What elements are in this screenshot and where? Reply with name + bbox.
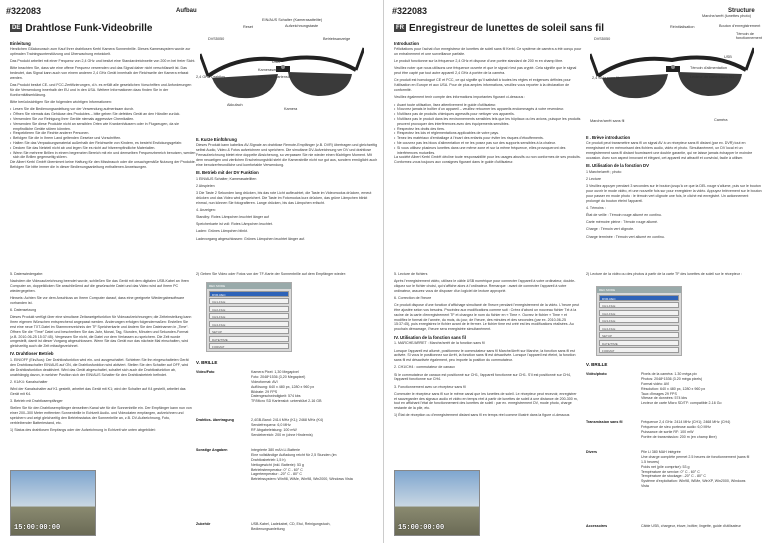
- paragraph: 5. Datenwiedergabe:: [10, 272, 44, 276]
- label-record: Aufzeichnungstaste: [285, 24, 319, 28]
- menu-item: DVR-REC: [599, 295, 679, 301]
- paragraph: 1 Marche/arrêt ; photo: [586, 169, 622, 174]
- paragraph: 6. Correction de l'heure: [394, 296, 432, 301]
- column-short-intro: [196, 134, 378, 244]
- menu-item: SETUP: [209, 328, 289, 334]
- paragraph: Nachdem die Videoaufzeichnung beendet wurde, schließen Sie das Gerät mit dem digitalen USB-Kabel an Ihren Computer an, doppelklicken Sie anschließend auf die gewünschte Datei und das Video wird auf Ihrem PC wiedergegeben.: [10, 279, 189, 293]
- section-heading: III. Utilisation de la fonction DV: [586, 163, 650, 168]
- paragraph: Bitte berücksichtigen Sie die folgenden wichtigen Informationen:: [10, 100, 112, 105]
- paragraph: Speicherkarte ist voll: Rotes Lämpchen leuchtet.: [196, 222, 273, 227]
- spec-key: Transmission sans fil: [586, 420, 623, 424]
- label-record: Bouton d'enregistrement: [719, 24, 761, 28]
- spec-key: Divers: [586, 450, 597, 454]
- menu-item: CH1-FILE: [209, 298, 289, 304]
- glasses-diagram: [590, 14, 754, 126]
- spec-value: 2,4GB-Band: 2414 MHz (K1); 2468 MHz (K4) Sendefrequenz: 6,0 MHz RF Abgabeleistung: 100 mW Sendebereich: 200 m (ohne Hindernis): [251, 418, 324, 437]
- spec-key: Sonstige Angaben: [196, 448, 228, 452]
- page-title: [10, 23, 152, 34]
- menu-item: CH4-FILE: [209, 321, 289, 327]
- menu-item: CH3-FILE: [599, 317, 679, 323]
- bullet-item: • Tenez les matériaux d'emballage à l'écart des enfants pour éviter les risques d'étouffements.: [394, 136, 582, 141]
- column-playback-note: [196, 272, 378, 279]
- paragraph: 1) Status des drahtlosen Empfangs oder der Aufzeichnung in Echtzeit wie unten abgebildet:: [10, 427, 156, 432]
- paragraph: La société Albert Kerbl GmbH décline toute responsabilité pour les usages abusifs ou non conformes de ses produits. Conformez-vous toujours aux consignes figurant dans le guide d'utilisateur.: [394, 155, 581, 165]
- spec-value: Kamera Pixel: 1,30 Megapixel Foto: 2048*1536 (3,20 Megapixel) Videoformat: AVI Auflösung: 640 x 480 px, 1280 x 960 px Bildrate: 29 FPS Datengeschwindigkeit: 574 kbs TF/Micro SD Kartenslot: unterstützt 2-16 GB: [251, 370, 322, 404]
- title-text: Enregistreur de lunettes de soleil sans fil: [409, 23, 605, 34]
- paragraph: 3. Fonctionnement avec un récepteur sans fil: [394, 384, 466, 389]
- menu-item: CH4-FILE: [599, 325, 679, 331]
- paragraph: Veuillez noter que nous utilisons une fréquence ouverte et que le signal n'est pas crypté. Cela signifie que le signal peut être capté par tout autre appareil 2,4 GHz à portée de la caméra.: [394, 66, 577, 76]
- menu-item: DATE/TIME: [209, 336, 289, 342]
- column-short-intro: [586, 132, 762, 242]
- paragraph: Ladevorgang abgeschlossen: Grünes Lämpchen leuchtet länger auf.: [196, 236, 306, 241]
- label-camera: Kamera: [284, 107, 298, 111]
- page-number: #322083: [392, 6, 428, 16]
- menu-item: CH3-FILE: [209, 313, 289, 319]
- bullet-item: • Verwenden Sie diese Produkte nicht an sensiblen Orten wie Krankenhäusern oder in Flugzeugen, da sie empfindliche Geräte stören könnten.: [10, 122, 196, 132]
- label-antenna: 2,4 GHz sans fil: [592, 76, 619, 80]
- paragraph: Hinweis: Achten Sie vor dem Anschluss an Ihrem Computer darauf, dass eine geeignete Wiedergabesoftware vorhanden ist.: [10, 296, 185, 305]
- paragraph: 2) Lecture de la vidéo ou des photos à partir de la carte TF des lunettes de soleil sur le récepteur :: [586, 272, 742, 276]
- realtime-image: [10, 470, 96, 536]
- bullet-item: • Avant toute utilisation, lisez attentivement le guide d'utilisateur.: [394, 103, 582, 108]
- section-heading: II. Kurze Einführung: [196, 136, 237, 142]
- paragraph: Bitte beachten Sie, dass wie eine offene Frequenz verwenden und das Signal daher nicht verschlüsselt ist. Das bedeutet, das Signal kann auch von einem anderen 2,4 GHz Gerät innerhalb der Reichweite der Kamera erfasst werden.: [10, 66, 189, 81]
- section-heading: IV. Utilisation de la fonction sans fil: [394, 334, 466, 340]
- label-on-off: EIN/AUS Schalter (Kamerasattelite): [262, 18, 323, 22]
- paragraph: 1. MARCHE/ARRET : Marche/arrêt de la fonction sans fil: [394, 341, 485, 346]
- label-reset: Réinitialisation: [670, 25, 695, 29]
- page-french: [384, 0, 768, 543]
- spec-key: Zubehör: [196, 522, 211, 526]
- paragraph: Ce produit peut transmettre sans fil un signal AV à un récepteur sans fil distant (par ex. DVR) tout en enregistrant et en mémorisant des fichiers audio, vidéo et photo. Simultanément, un DV local et un enregistrement sans fil distant fournissent une double garantie, qui ne laisse jamais échapper le moindre occasion. Avec son aspect innovant et élégant, cet appareil est attractif et convivial, facile à utiliser.: [586, 141, 753, 160]
- label-speaker: Kamerasender: [258, 68, 283, 72]
- spec-key: Video/Foto: [196, 370, 215, 374]
- paragraph: Félicitations pour l'achat d'un enregistreur de lunettes de soleil sans fil Kerbl. Ce système de caméra a été conçu pour un entraînement et une surveillance parfaite.: [394, 47, 582, 57]
- label-battery: Marche/arrêt sans fil: [590, 119, 625, 123]
- label-status: Témoin de fonctionnement: [736, 32, 762, 40]
- menu-item: CH1-FILE: [599, 302, 679, 308]
- label-status: Betriebsanzeige: [323, 37, 351, 41]
- paragraph: Dieses Produkt verfügt über eine simultane Zeitanzeigefunktion für Videoaufzeichnungen; die Zeiteinstellung kann Ihren eigenen Wünschen entsprechend angepasst werden. Änderungen erfolgen folgendermaßen: Erstellen Sie erst eine neue TXT-Datei im Stammverzeichnis der TF Speicherkarte und ändern Sie den Dateinamen in „Time“. Öffnen Sie die “Time” Datei und beschreiben Sie das Jahr, Monat, Tag, Stunden, Minuten und Sekunden-Format (z.B. 2010-06-25 15:37:45). Vergessen Sie nicht, die Datei vor dem Verlassen zu speichern. Die Zeit wurde umgestellt, damit ist dieser Vorgang abgeschlossen. Wenn Sie das Gerät nun das nächste Mal einschalten, wird gleichzeitig auch die Zeit mitaufgezeichnet.: [10, 315, 192, 349]
- paragraph: Standby: Rotes Lämpchen leuchtet länger auf: [196, 215, 269, 219]
- paragraph: Ce produit dispose d'une fonction d'affichage simultané de l'heure pendant l'enregistrement de la vidéo. L'heure peut être ajustée selon vos besoins. Procédez aux modifications comme suit : Créez d'abord un nouveau fichier Txt à la racine de la carte d'enregistrement TF et changez le nom du fichier en « Time ». Ouvrez le fichier « Time » et modifiez le format de l'année, du mois, du jour, de l'heure, des minutes et des secondes (par ex. 2010-06-25 15:37:45), puis enregistrez le fichier avant de le fermer. Le fichier time est créé est les modifications réalisées. Au prochain démarrage, l'heure sera enregistrée simultanément.: [394, 303, 580, 332]
- label-on-off: Marche/arrêt (lunettes photo): [702, 14, 751, 18]
- paragraph: 2. K1/K4: Kanalschalter: [10, 379, 48, 384]
- bullet-item: • Halten Sie das Verpackungsmaterial außerhalb der Reichweite von Kindern, es besteht Erstickungsgefahr.: [10, 141, 196, 146]
- menu-list: [207, 291, 291, 350]
- glasses-illustration: [590, 14, 754, 126]
- bullet-item: • Öffnen Sie niemals das Gehäuse des Produktes – bitte geben Sie defektes Gerät an den Händler zurück.: [10, 112, 196, 117]
- label-speaker: Témoin d'alimentation: [690, 66, 728, 70]
- paragraph: 2. CH1/CH4 : commutateur de canaux: [394, 365, 455, 370]
- bullet-item: • Respectez les lois et réglementations applicables de votre pays.: [394, 131, 582, 136]
- paragraph: Commuter le récepteur sans fil sur le même canal que les lunettes de soleil. Le récepteur peut recevoir, enregistrer et sauvegarder des signaux audio et vidéo en temps réel à partir de lunettes de soleil à une distance de 200-300 m, tout en affichant l'état de fonctionnement des lunettes de soleil : par ex. enregistrement DV, mode photo, charge restante de la pile, etc.: [394, 391, 578, 411]
- paragraph: 1 EIN/AUS Schalter; Kamerasatelliten: [196, 176, 257, 181]
- bullet-list: [394, 103, 582, 156]
- paragraph: Laden: Grünes Lämpchen blinkt.: [196, 229, 248, 234]
- spec-key: Accessoires: [586, 524, 608, 528]
- page-title: [394, 23, 604, 34]
- title-text: Drahtlose Funk-Videobrille: [25, 23, 153, 34]
- paragraph: Après l'enregistrement vidéo, utilisez le câble USB numérique pour connecter l'appareil à votre ordinateur, double-cliquez sur le fichier choisi, qui s'affiche alors à l'ordinateur. Remarque : avant de connecter l'appareil à votre ordinateur, assurez vous de disposer d'un logiciel de lecture approprié.: [394, 279, 576, 293]
- label-model: DVS5050: [594, 37, 611, 41]
- bullet-item: • Respectez les droits des tiers.: [394, 127, 582, 132]
- label-slot: Micro SD Kartenslot: [258, 75, 292, 79]
- section-label: Aufbau: [176, 8, 197, 14]
- paragraph: 3 Die Taste 2 Sekunden lang drücken, bis das rote Licht aufleuchtet, die Taste im Videomodus drücken, erneut drücken und das Video wird gespeichert. Die Taste im Fotomodus kurz drücken, das grüne Lämpchen blinkt einmal, nun können Sie fotografieren. Lange drücken, bis das Lämpchen erlischt.: [196, 190, 372, 205]
- menu-item: CH2-FILE: [209, 306, 289, 312]
- column-playback-note: [586, 272, 762, 279]
- bullet-list: [10, 107, 196, 160]
- paragraph: 5. Lecture de fichiers: [394, 272, 428, 276]
- label-usb: USB: [272, 60, 280, 64]
- bullet-item: • N'utilisez pas de produits chimiques agressifs pour nettoyer vos appareils.: [394, 112, 582, 117]
- spec-key: Vidéo/photo: [586, 372, 607, 376]
- bullet-item: • Wenn Sie mehrere Brillen in einem begrenzten Bereich mit ein und demselben Frequenzbereich benutzen, werden sich die Brillen gegenseitig stören.: [10, 151, 196, 161]
- bullet-item: • Lesen Sie die Bedienungsanleitung vor der Verwendung aufmerksam durch.: [10, 107, 196, 112]
- paragraph: Lorsque l'appareil est allumé, positionnez le commutateur sans fil Marche/Arrêt sur Marche, la fonction sans fil est activée. Si vous le positionnez sur Arrêt, la fonction sans fil est désactivée. Lorsque l'appareil est éteint, la fonction sans fil est désactivée également, peu importe la position du commutateur.: [394, 348, 576, 363]
- paragraph: Herzlichen Glückwunsch zum Kauf Ihrer drahtlosen Kerbl Kamera Sonnenbrille. Dieses Kamerasystem wurde zur optimalen Trainingsunterstützung und Überwachung entwickelt.: [10, 47, 191, 57]
- menu-title: REC MODE: [597, 287, 681, 293]
- receiver-menu-screen: [206, 282, 292, 352]
- bullet-item: • Befolgen Sie die in Ihrem Land geltenden Gesetze und Vorschriften.: [10, 136, 196, 141]
- menu-list: [597, 295, 681, 354]
- bullet-item: • Verwenden Sie zur Reinigung Ihrer Geräte niemals aggressive Chemikalien.: [10, 117, 196, 122]
- spec-value: Câble USB, chargeur, étuve, boîtier, lingette, guide d'utilisateur: [641, 524, 741, 528]
- spec-value: Pile Li 380 MAH intégrée Une charge complète permet 2.5 heures de fonctionnement (sans fil 1.5 heures) Poids net (pile comprise): 53 g Température de service: 0° C - 60° C Température de stockage: -20° C - 80° C Système d'exploitation: Win98, WiMe, WinXP, Win2000, Windows Vista: [641, 450, 750, 489]
- timestamp: 15:00:00:00: [398, 524, 445, 532]
- label-model: DVS5050: [208, 37, 225, 41]
- menu-item: FORMAT: [209, 343, 289, 349]
- bullet-item: • Si vous utilisez plusieurs lunettes dans une même zone et sur la même fréquence, elles provoqueront des interférences mutuelles.: [394, 146, 582, 156]
- paragraph: Charge : Témoin vert clignote.: [586, 227, 635, 232]
- spec-table: [196, 360, 380, 542]
- section-heading: II . Brève introduction: [586, 134, 631, 140]
- language-badge: FR: [396, 25, 404, 32]
- paragraph: 1. EIN/OFF (Ein/Aus): Der Drahtlosfunktion wird ein- und ausgeschaltet. Schieben Sie ihn eingeschalteten Gerät den Drahtlosschalter EIN/AUS auf ON, die Drahtlosfunktion wird aktiviert. Stellen Sie den Schalter auf OFF, wird die Drahtlosfunktion deaktiviert. Wird das Gerät abgeschaltet, schaltet sich auch die Drahtlosfunktion ab, unabhängig davon, in welcher Position sich der EIN/AUS Schalter für den Drahtlosbetrieb befindet.: [10, 358, 189, 377]
- page-number: #322083: [6, 6, 42, 16]
- spec-value: Fréquence 2,4 GHz: 2414 MHz (CH1); 2468 MHz (CH4) Fréquence de sieu porteuse audio: 6,0 MHz Puissance de sortie RF: 100 mW Portée de transmission: 200 m (en champ libre): [641, 420, 731, 439]
- column-introduction: [10, 38, 196, 172]
- spec-key: Drahtlos- übertragung: [196, 418, 234, 422]
- timestamp: 15:00:00:00: [14, 524, 61, 532]
- paragraph: 6. Datensetzung: [10, 308, 37, 313]
- section-heading: IV. Drahtloser Betrieb: [10, 351, 54, 357]
- label-slot: Lecteur de carte Micro SD: [690, 75, 735, 79]
- paragraph: Si le commutateur de canaux est positionné sur CH1, l'appareil fonctionne sur CH1. S'il est positionné sur CH4, l'appareil fonctionne sur CH4.: [394, 372, 571, 382]
- realtime-image: [394, 470, 480, 536]
- menu-item: CH2-FILE: [599, 310, 679, 316]
- menu-title: REC MODE: [207, 283, 291, 289]
- spec-heading: V. BRILLE: [586, 362, 608, 367]
- bullet-item: • N'ouvrez jamais le boîtier d'un appareil – veuillez retourner les appareils endommagés à votre revendeur.: [394, 107, 582, 112]
- receiver-menu-screen: [596, 286, 682, 356]
- menu-item: DVR-REC: [209, 291, 289, 297]
- label-reset: Reset: [243, 25, 253, 29]
- spec-heading: V. BRILLE: [196, 360, 218, 365]
- column-playback-wireless: [10, 272, 192, 435]
- paragraph: Wird der Kanalschalter auf K1 gestellt, arbeitet das Gerät mit K1; wird der Schalter auf K4 gestellt, arbeitet das Gerät mit K4.: [10, 387, 186, 396]
- bullet-item: • Ne couvrez pas les blocs d'alimentation et ne les posez pas sur des supports sensibles à la chaleur.: [394, 141, 582, 146]
- menu-item: DATE/TIME: [599, 340, 679, 346]
- paragraph: État de veille : Témoin rouge allumé en continu.: [586, 213, 662, 217]
- section-heading: III. Betrieb mit der DV Funktion: [196, 169, 259, 175]
- column-introduction: [394, 38, 582, 167]
- paragraph: 2 Lecture: [586, 176, 601, 181]
- paragraph: 4. Anzeigen:: [196, 207, 216, 212]
- paragraph: 4. Témoins :: [586, 205, 606, 210]
- paragraph: Ce produit est homologué CE et FCC, ce qui signifie qu'il satisfait à toutes les règles et exigences définies pour l'utilisation en Europe et aux USA. Pour de plus amples informations, veuillez vous reporter à la déclaration de conformité.: [394, 78, 571, 93]
- label-camera: Caméra: [714, 118, 728, 122]
- paragraph: 2) Geben Sie Video oder Fotos von der TF-Karte der Sonnenbrille auf dem Empfänger wieder:: [196, 272, 346, 276]
- section-heading: Introduction: [394, 40, 420, 46]
- bullet-item: • N'utilisez pas le produit dans les environnements sensibles tels que les hôpitaux ou les avions, puisque les produits peuvent provoquer des interférences avec des équipements sensibles.: [394, 117, 582, 127]
- menu-item: SETUP: [599, 332, 679, 338]
- paragraph: 2 Abspielen: [196, 183, 215, 188]
- paragraph: 1) État de réception ou d'enregistrement distant sans fil en temps réel comme illustré dans la figure ci-dessous: [394, 413, 570, 418]
- paragraph: Charge terminée : Témoin vert allumé en continu.: [586, 234, 665, 239]
- column-playback-wireless: [394, 272, 580, 421]
- bullet-item: • Decken Sie das Netzteil nicht ab und legen Sie es nicht auf hitzeempfindliche Materialien.: [10, 146, 196, 151]
- spec-value: Pixels de la caméra: 1.30 méga pix Photos: 2048*1536 (3.20 méga pixels) Format vidéo: AVI Résolution: 640 x 480 px, 1280 x 960 px Taux d'images 29 FPS Vitesse de données: 574 kbs Lecteur de carte Micro SD/TF: compatible 2-16 Go: [641, 372, 722, 406]
- paragraph: Veuillez également tenir compte des informations importantes figurant ci-dessous :: [394, 95, 526, 100]
- paragraph: 3 Veuillez appuyer pendant 3 secondes sur le bouton jusqu'à ce que la DEL rouge s'allume, puis sur le bouton pour ouvrir le mode vidéo, et une nouvelle fois sur pour enregistrer la vidéo. Appuyez brièvement sur le bouton pour passer en mode photo : le témoin vert clignote une fois, le cliché est enregistré. Un actionnement prolongé du bouton éteint l'appareil.: [586, 184, 762, 203]
- label-usb: USB: [724, 55, 732, 59]
- label-battery: Akkufach: [227, 103, 243, 107]
- spec-value: Integrierte 380 mAh Li-Batterie Eine vollständige Aufladung reicht für 2,5 Stunden (im Drahtlosbetrieb 1,5 h) Nettogewicht (inkl. Batterie): 53 g Betriebstemperatur: 0° C - 60° C Lagertemperatur: -20° C - 80° C Betriebssystem: Win98, WiMe, Win98, Win2000, Windows Vista: [251, 448, 353, 482]
- paragraph: Das Produkt besitzt CE- und FCC-Zertifizierungen, d.h. es erfüllt alle gesetzlichen Vorschriften und Anforderungen für die Verwendung innerhalb der EU und in den USA. Weitere Informationen dazu finden Sie in der Konformitätserklärung.: [10, 83, 192, 97]
- paragraph: 3. Betrieb mit Drahtlosempfänger: [10, 399, 63, 404]
- paragraph: Das Produkt arbeitet mit einer Frequenz von 2,4 GHz und besitzt eine Standardreichweite von 200 m bei freier Sicht.: [10, 59, 196, 64]
- section-label: Structure: [728, 8, 755, 14]
- spec-table: [586, 362, 766, 542]
- paragraph: Le produit fonctionne sur la fréquence 2,4 GHz et dispose d'une portée standard de 200 m en champ libre.: [394, 59, 564, 64]
- label-antenna: 2,4 GHz Drahtlos: [196, 75, 226, 79]
- bullet-item: • Respektieren Sie die Rechte anderer Personen.: [10, 131, 196, 136]
- paragraph: Stellen Sie für den Drahtlosempfänger denselben Kanal wie für die Sonnenbrille ein. Der Empfänger kann nun von einer 200–300 Meter entfernten Sonnenbrille in Echtzeit Audio- und Videodaten empfangen, aufzeichnen und speichern und zeigt gleichzeitig den Betriebsstatus der Sonnenbrille an, z.B. DV-Aufzeichnung, Foto, verbleibender Batteriestand, etc.: [10, 406, 192, 425]
- paragraph: Die Albert Kerbl GmbH übernimmt keine Haftung für den Missbrauch oder die unsachgemäße Nutzung der Produkte. Befolgen Sie bitte immer die in dieser Bedienungsanleitung enthaltenen Anweisungen.: [10, 160, 196, 170]
- section-heading: Einleitung: [10, 40, 31, 46]
- paragraph: Carte mémoire pleine : Témoin rouge allumé.: [586, 220, 659, 225]
- menu-item: FORMAT: [599, 347, 679, 353]
- language-badge: DE: [12, 25, 21, 32]
- spec-value: USB-Kabel, Ladekabel, CD, Etui, Reinigungstuch, Bedienungsanleitung: [251, 522, 331, 531]
- paragraph: Dieses Produkt kann kabellos AV-Signale an drahtlose Remote-Empfänger (z.B. DVR) übertragen und gleichzeitig selbst Audio, Video & Fotos aufzeichnen und speichern. Die simultane DV-Aufzeichnung ver DV und drahtlose Fernaufzeichnung bietet eine doppelte Absicherung, so verpassen Sie nie wieder einen flüchtigen Moment. Mit dem neuartigen und zierlichen Erscheinungsbild steht die Kamerabrille nicht nur gut aus, sondern ermöglicht auch eine benutzerfreundliche und komfortable Verwendung.: [196, 143, 378, 167]
